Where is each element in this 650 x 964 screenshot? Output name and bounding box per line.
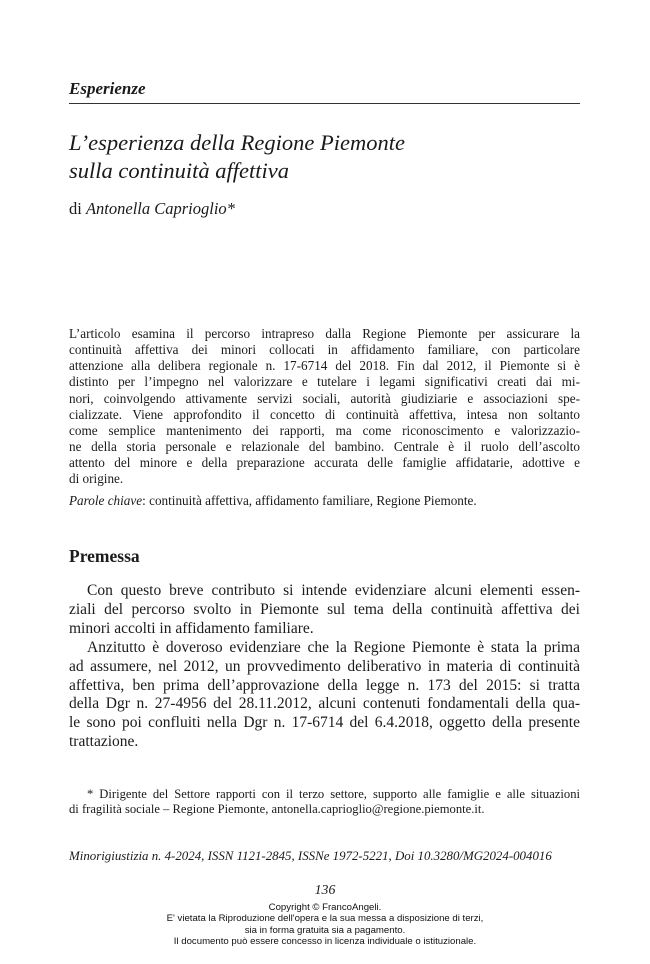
footnote-line: di fragilità sociale – Regione Piemonte, antonella.caprioglio@regione.piemonte.it. <box>69 802 485 817</box>
abstract-line: distinto per l’impegno nel valorizzare e tutelare i legami significativi creati dai mi- <box>69 374 580 390</box>
abstract-line: L’articolo esamina il percorso intrapreso dalla Regione Piemonte per assicurare la <box>69 326 580 341</box>
paragraph-line: le sono poi confluiti nella Dgr n. 17-6714 del 6.4.2018, oggetto della presente <box>69 714 580 732</box>
paragraph-line: ziali del percorso svolto in Piemonte sul tema della continuità affettiva dei <box>69 600 580 618</box>
page-number: 136 <box>314 882 336 897</box>
paragraph-line: ad assumere, nel 2012, un provvedimento deliberativo in materia di continuità <box>69 657 580 675</box>
journal-citation: Minorigiustizia n. 4-2024, ISSN 1121-2845, ISSNe 1972-5221, Doi 10.3280/MG2024-004016 <box>69 849 552 863</box>
keywords-label: Parole chiave <box>69 493 143 508</box>
title-line: sulla continuità affettiva <box>69 158 289 183</box>
copyright-line: sia in forma gratuita sia a pagamento. <box>244 924 406 936</box>
keywords-text: : continuità affettiva, affidamento familiare, Regione Piemonte. <box>142 493 477 508</box>
footnote-line: * Dirigente del Settore rapporti con il terzo settore, supporto alle famiglie e alle situazioni <box>87 787 580 801</box>
copyright-line: Il documento può essere concesso in licenza individuale o istituzionale. <box>173 936 477 948</box>
paragraph-line: minori accolti in affidamento familiare. <box>69 619 314 637</box>
abstract-line: di origine. <box>69 471 124 487</box>
abstract-line: attento del minore e della preparazione accurata delle famiglie affidatarie, adottive e <box>69 455 580 471</box>
abstract-line: nori, coinvolgendo attivamente servizi sociali, autorità giudiziarie e associazioni spe- <box>69 390 580 406</box>
paragraph-line: Anzitutto è doveroso evidenziare che la Regione Piemonte è stata la prima <box>87 638 580 656</box>
abstract-line: ne della storia personale e relazionale del bambino. Centrale è il ruolo dell’ascolto <box>69 439 580 455</box>
copyright-line: Copyright © FrancoAngeli. <box>268 902 382 913</box>
byline-prefix: di <box>69 199 86 218</box>
abstract-line: come semplice mantenimento dei rapporti, ma come riconoscimento e valorizzazio- <box>69 422 580 438</box>
section-label: Esperienze <box>69 79 146 98</box>
abstract <box>69 326 580 488</box>
body-text <box>69 582 580 752</box>
title-line: L’esperienza della Regione Piemonte <box>69 130 405 155</box>
byline <box>69 199 235 219</box>
abstract-line: cializzate. Viene approfondito il concetto di continuità affettiva, intesa non soltanto <box>69 406 580 422</box>
author-footnote <box>69 787 580 818</box>
article-title <box>69 129 580 185</box>
paragraph-line: della Dgr n. 27-4956 del 28.11.2012, alcuni contenuti fondamentali della qua- <box>69 695 580 713</box>
author-name: Antonella Caprioglio* <box>85 199 235 218</box>
copyright-line: E' vietata la Riproduzione dell'opera e la sua messa a disposizione di terzi, <box>166 913 484 925</box>
copyright-notice <box>0 902 650 948</box>
abstract-line: continuità affettiva dei minori collocati in affidamento familiare, con particolare <box>69 342 580 358</box>
paragraph-line: Con questo breve contributo si intende evidenziare alcuni elementi essen- <box>87 582 580 599</box>
abstract-line: attenzione alla delibera regionale n. 17-6714 del 2018. Fin dal 2012, il Piemonte si è <box>69 358 580 374</box>
paragraph-line: trattazione. <box>69 733 139 751</box>
paragraph-line: affettiva, ben prima dell’approvazione della legge n. 173 del 2015: si tratta <box>69 676 580 694</box>
keywords <box>69 493 477 509</box>
header-rule <box>69 103 580 104</box>
section-heading: Premessa <box>69 546 140 566</box>
